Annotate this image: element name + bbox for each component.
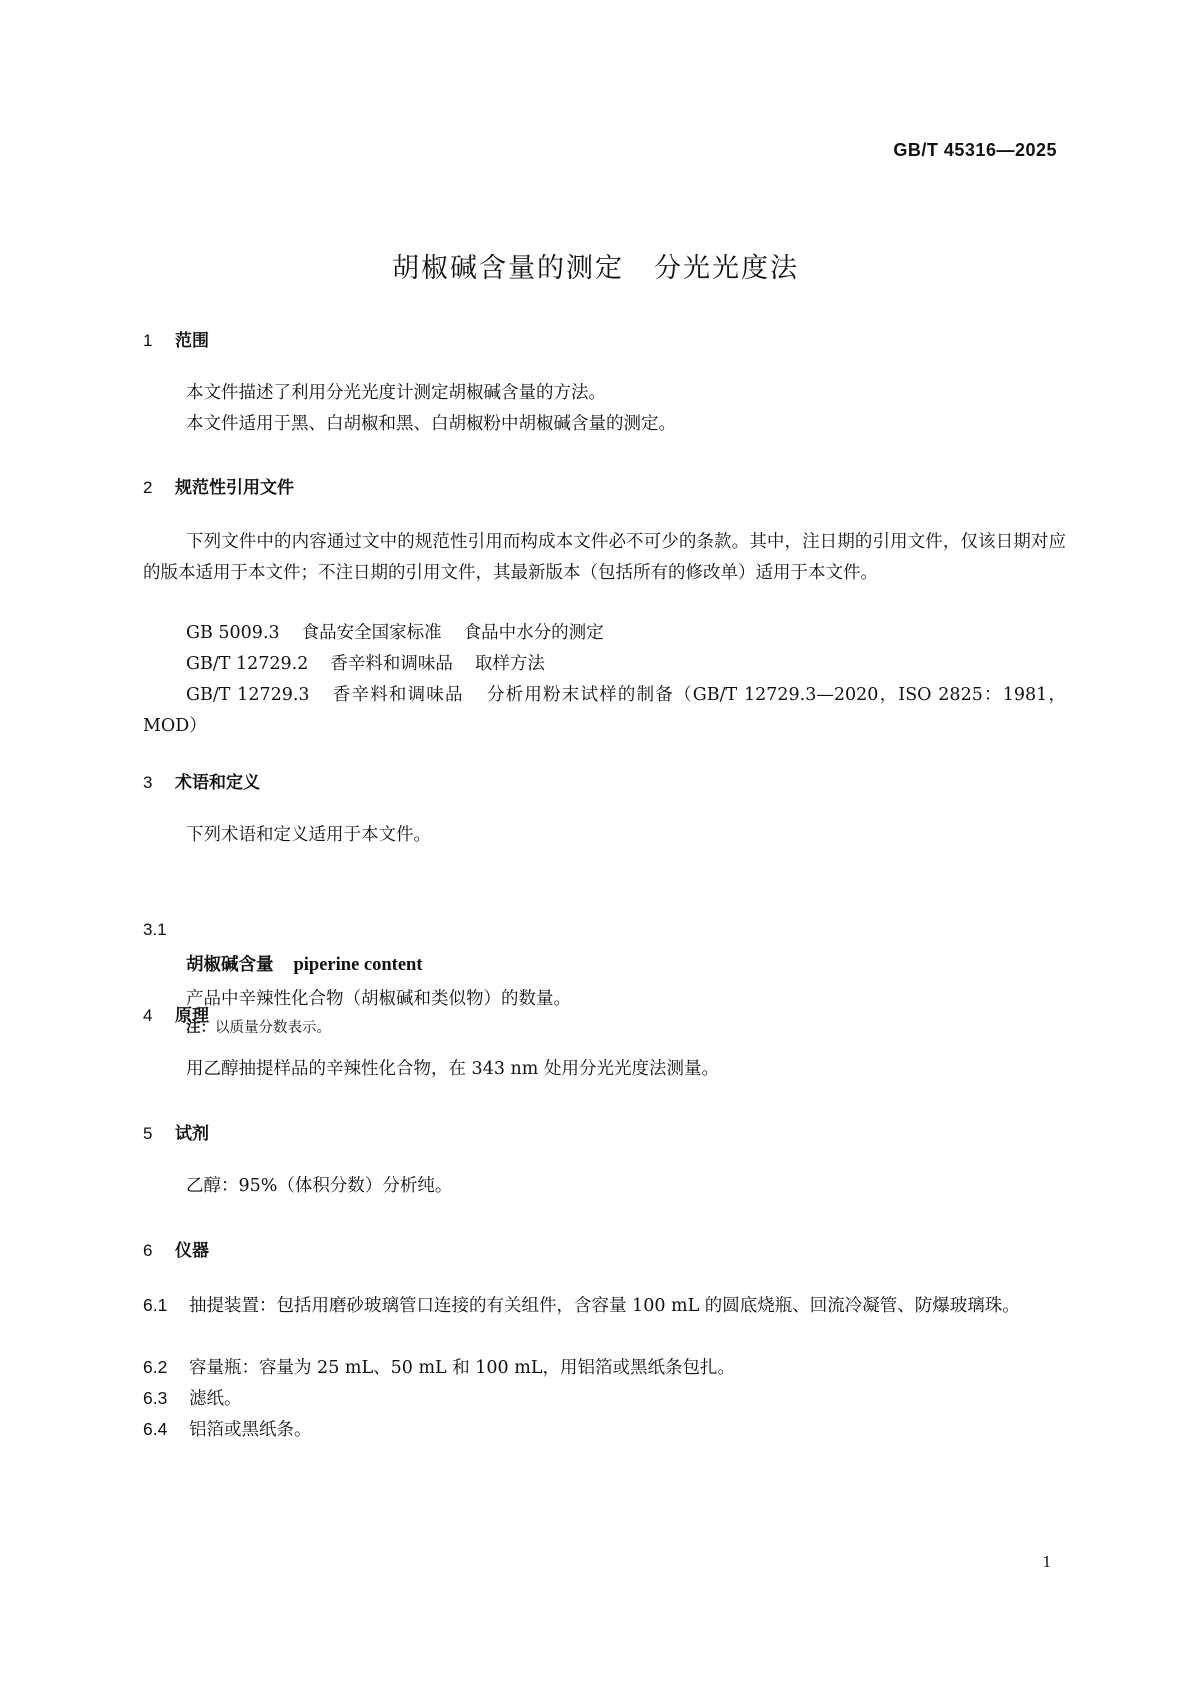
reference-3: GB/T 12729.3 香辛料和调味品 分析用粉末试样的制备（GB/T 12729.3—2020，ISO 2825：1981，MOD） — [143, 685, 1067, 736]
section-3-heading: 3 术语和定义 — [143, 773, 260, 793]
section-5-heading: 5 试剂 — [143, 1124, 209, 1144]
document-title — [0, 246, 1191, 285]
section-2-intro: 下列文件中的内容通过文中的规范性引用而构成本文件必不可少的条款。其中，注日期的引用文件，仅该日期对应的版本适用于本文件；不注日期的引用文件，其最新版本（包括所有的修改单）适用于本文件。 — [143, 532, 1066, 583]
term-english: piperine content — [293, 955, 423, 975]
reference-1: GB 5009.3 食品安全国家标准 食品中水分的测定 — [186, 623, 604, 643]
term-chinese: 胡椒碱含量 — [186, 955, 274, 975]
section-1-heading: 1 范围 — [143, 331, 209, 351]
page-number: 1 — [1042, 1552, 1051, 1571]
section-4-text: 用乙醇抽提样品的辛辣性化合物，在 343 nm 处用分光光度法测量。 — [186, 1059, 719, 1079]
title-main: 胡椒碱含量的测定 — [392, 253, 624, 284]
section-4-heading: 4 原理 — [143, 1006, 209, 1026]
section-1-paragraph-2: 本文件适用于黑、白胡椒和黑、白胡椒粉中胡椒碱含量的测定。 — [186, 414, 676, 434]
term-number: 3.1 — [143, 920, 167, 939]
section-3-intro: 下列术语和定义适用于本文件。 — [186, 825, 431, 845]
item-6-4: 6.4 铝箔或黑纸条。 — [143, 1419, 312, 1440]
term-note: 注：以质量分数表示。 — [186, 1020, 331, 1036]
standard-number: GB/T 45316—2025 — [893, 140, 1057, 160]
section-6-heading: 6 仪器 — [143, 1241, 209, 1261]
section-5-text: 乙醇：95%（体积分数）分析纯。 — [186, 1176, 453, 1196]
item-6-1: 6.1 抽提装置：包括用磨砂玻璃管口连接的有关组件，含容量 100 mL 的圆底烧瓶、回流冷凝管、防爆玻璃珠。 — [143, 1295, 1020, 1316]
section-2-heading: 2 规范性引用文件 — [143, 478, 294, 498]
section-1-paragraph-1: 本文件描述了利用分光光度计测定胡椒碱含量的方法。 — [186, 383, 606, 403]
reference-2: GB/T 12729.2 香辛料和调味品 取样方法 — [186, 654, 545, 674]
item-6-2: 6.2 容量瓶：容量为 25 mL、50 mL 和 100 mL，用铝箔或黑纸条包扎。 — [143, 1357, 735, 1378]
term-entry — [186, 951, 422, 976]
item-6-3: 6.3 滤纸。 — [143, 1388, 242, 1409]
title-sub: 分光光度法 — [654, 253, 799, 284]
term-definition: 产品中辛辣性化合物（胡椒碱和类似物）的数量。 — [186, 989, 571, 1009]
